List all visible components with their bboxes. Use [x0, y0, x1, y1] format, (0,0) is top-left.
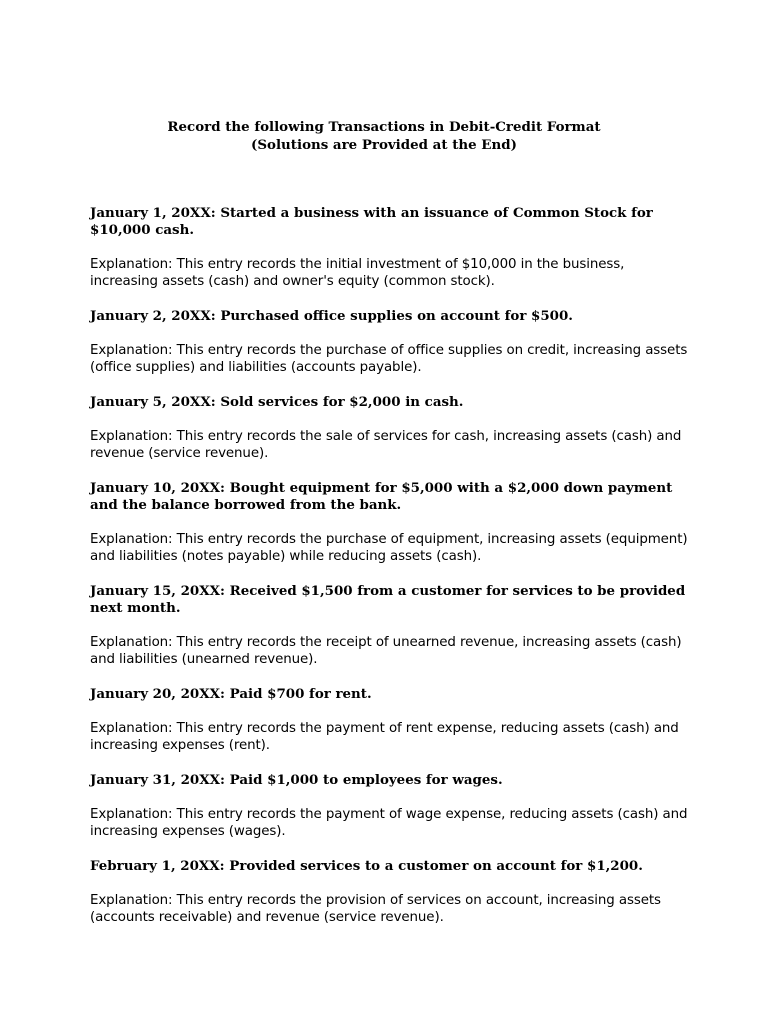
- transaction-item: [90, 858, 690, 926]
- transaction-heading: January 31, 20XX: Paid $1,000 to employees for wages.: [90, 772, 503, 788]
- transaction-explanation: Explanation: This entry records the receipt of unearned revenue, increasing assets (cash) and liabilities (unearned revenue).: [90, 635, 682, 667]
- transaction-item: [90, 772, 690, 840]
- transaction-heading: January 1, 20XX: Started a business with an issuance of Common Stock for $10,000 cash.: [90, 205, 653, 238]
- transaction-item: [90, 205, 690, 290]
- document-title: [0, 118, 768, 154]
- transaction-item: [90, 583, 690, 668]
- transaction-explanation: Explanation: This entry records the purchase of equipment, increasing assets (equipment) and liabilities (notes payable) while reducing assets (cash).: [90, 532, 688, 564]
- transaction-item: [90, 308, 690, 376]
- transaction-heading: January 10, 20XX: Bought equipment for $5,000 with a $2,000 down payment and the balance borrowed from the bank.: [90, 480, 673, 513]
- transaction-item: [90, 394, 690, 462]
- transaction-heading: January 20, 20XX: Paid $700 for rent.: [90, 686, 372, 702]
- transaction-heading: January 2, 20XX: Purchased office supplies on account for $500.: [90, 308, 573, 324]
- transaction-explanation: Explanation: This entry records the payment of rent expense, reducing assets (cash) and increasing expenses (rent).: [90, 721, 679, 753]
- transaction-heading: January 15, 20XX: Received $1,500 from a customer for services to be provided next month.: [90, 583, 686, 616]
- title-line-1: Record the following Transactions in Debit-Credit Format: [167, 119, 601, 135]
- transaction-explanation: Explanation: This entry records the provision of services on account, increasing assets (accounts receivable) and revenue (service revenue).: [90, 893, 661, 925]
- title-line-2: (Solutions are Provided at the End): [251, 137, 517, 153]
- transaction-explanation: Explanation: This entry records the sale of services for cash, increasing assets (cash) and revenue (service revenue).: [90, 429, 682, 461]
- transaction-item: [90, 480, 690, 565]
- transaction-explanation: Explanation: This entry records the initial investment of $10,000 in the business, increasing assets (cash) and owner's equity (common stock).: [90, 257, 625, 289]
- transaction-item: [90, 686, 690, 754]
- transaction-explanation: Explanation: This entry records the payment of wage expense, reducing assets (cash) and increasing expenses (wages).: [90, 807, 688, 839]
- transaction-explanation: Explanation: This entry records the purchase of office supplies on credit, increasing assets (office supplies) and liabilities (accounts payable).: [90, 343, 688, 375]
- transactions-list: [90, 205, 690, 944]
- transaction-heading: February 1, 20XX: Provided services to a customer on account for $1,200.: [90, 858, 643, 874]
- transaction-heading: January 5, 20XX: Sold services for $2,000 in cash.: [90, 394, 464, 410]
